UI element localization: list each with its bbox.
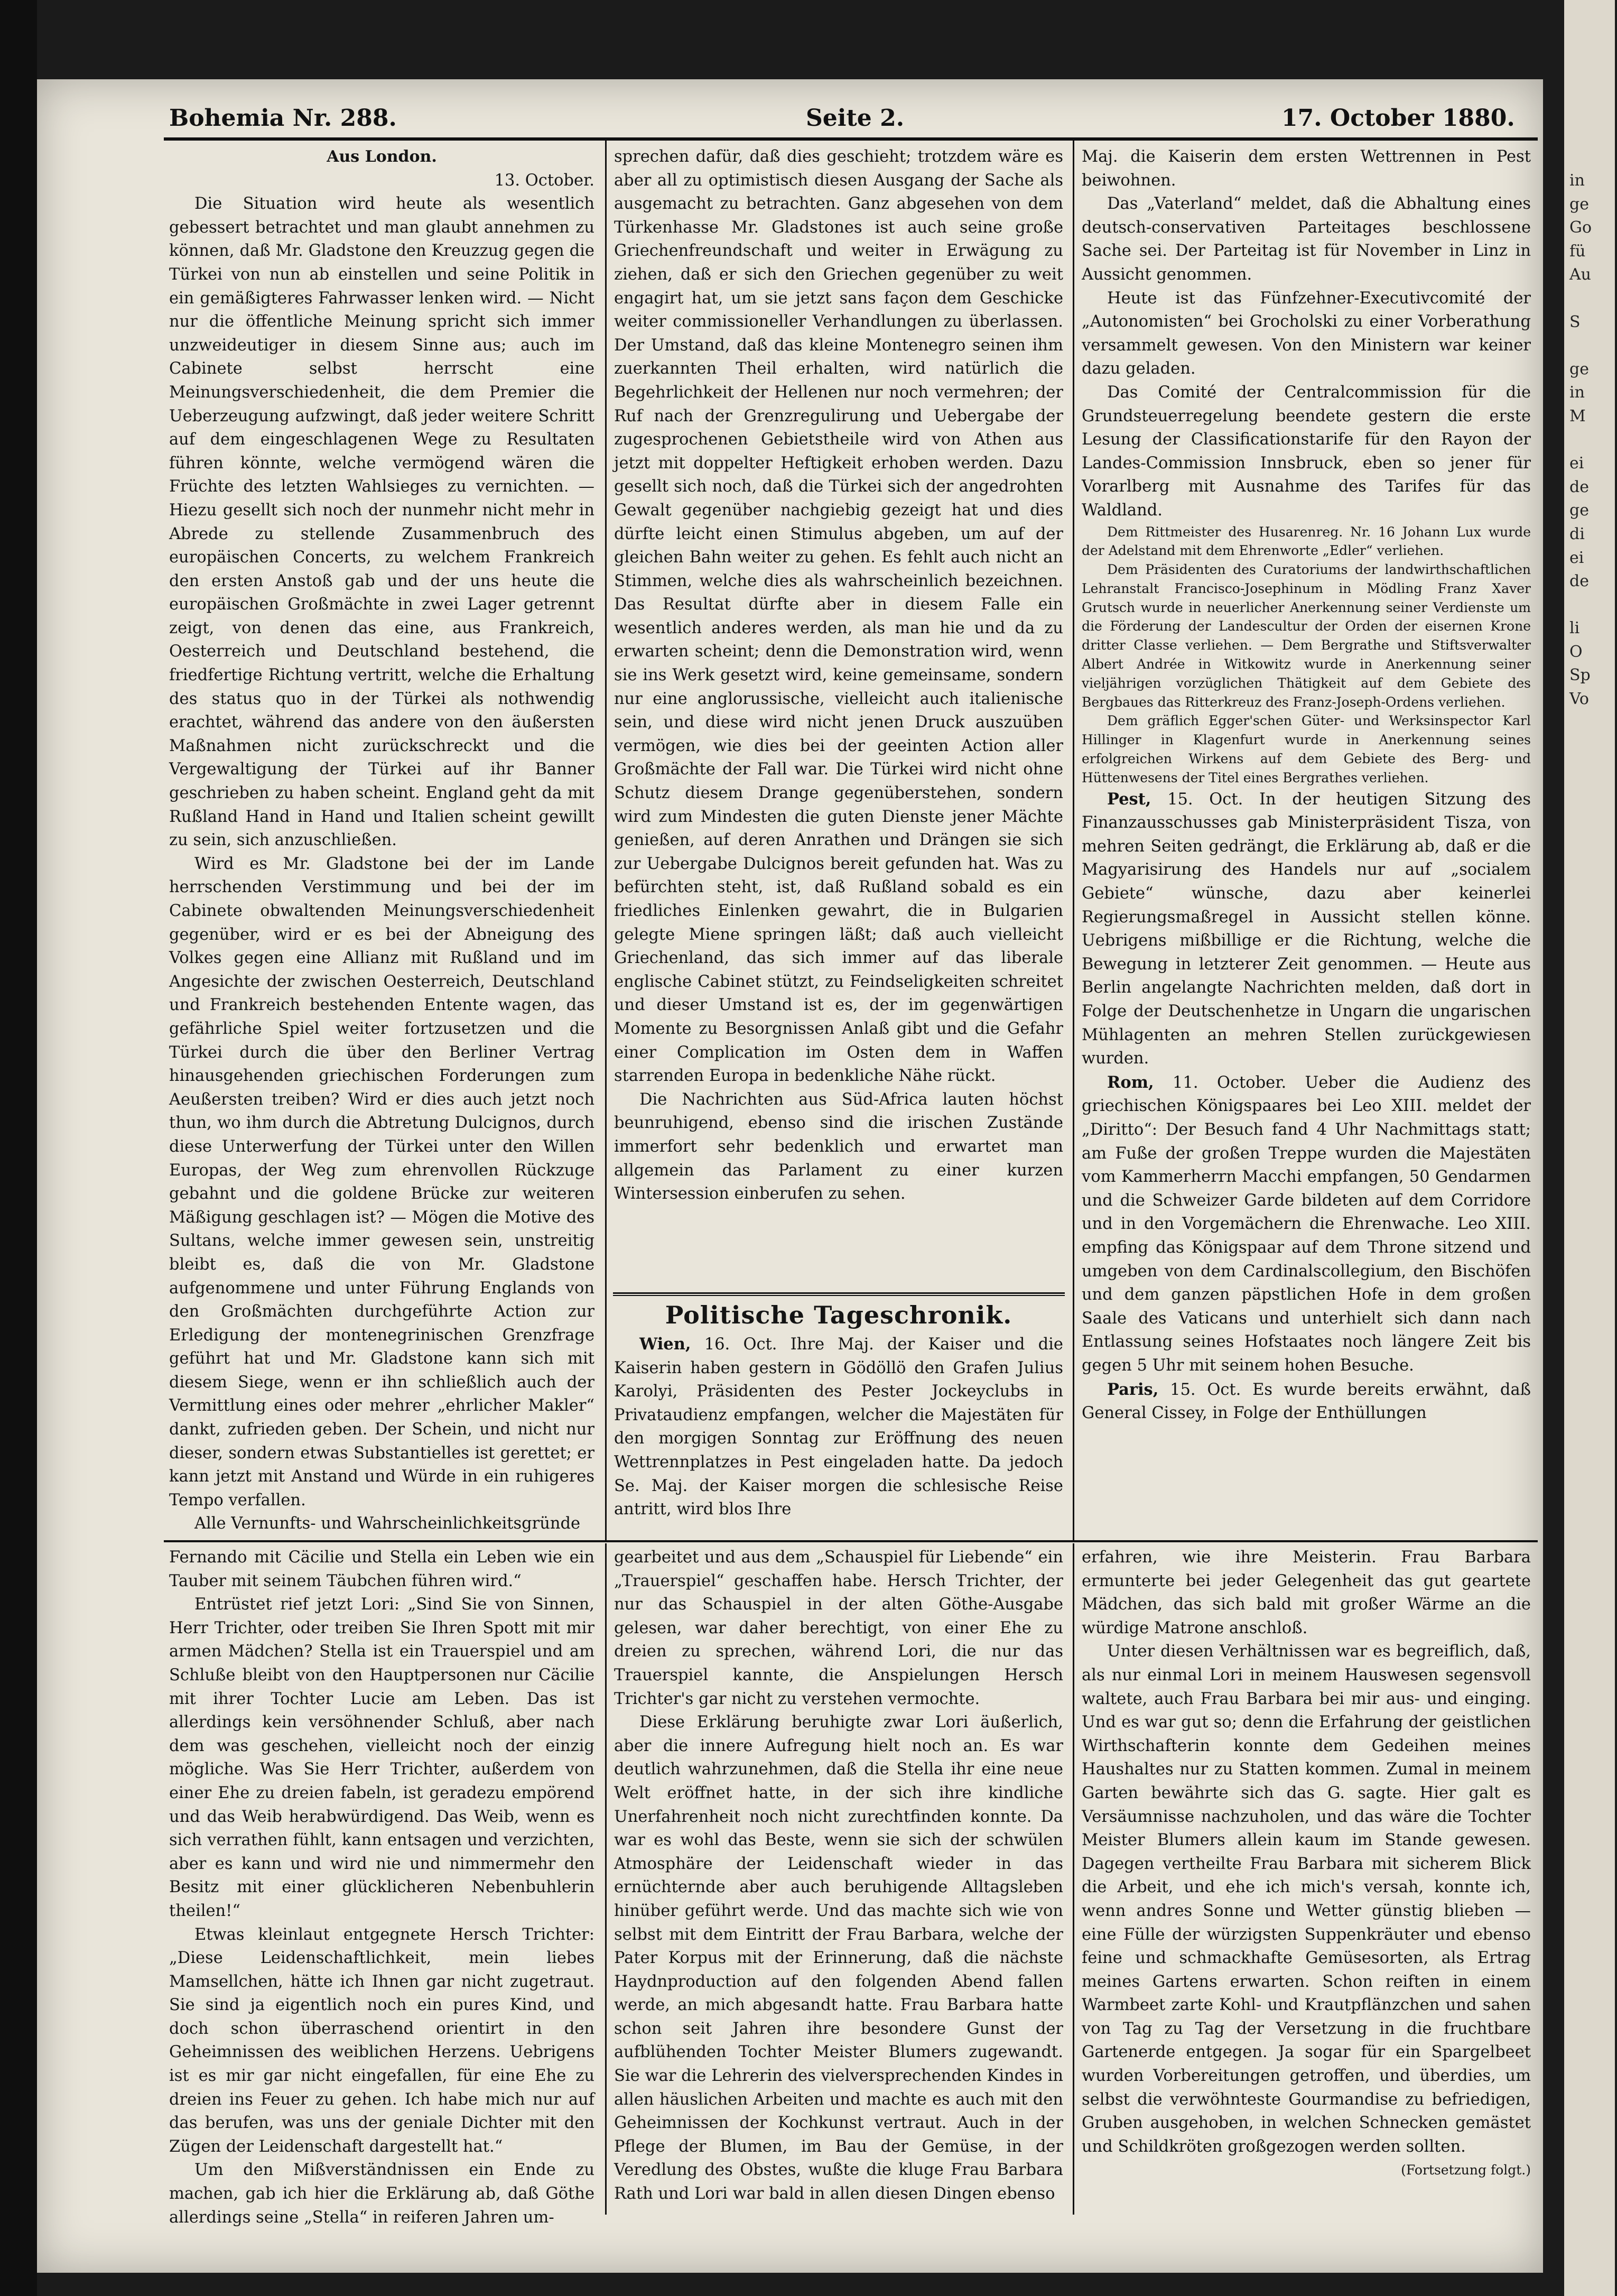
running-header [37,105,1543,147]
column-top-3 [1082,145,1531,1538]
chronik-place: Wien, [639,1335,691,1354]
news-item [1082,1071,1531,1378]
chronik-rule-top-2 [613,1295,1065,1296]
news-item [1082,1378,1531,1425]
news-paragraph: Maj. die Kaiserin dem ersten Wettrennen in Pest beiwohnen. [1082,147,1531,190]
news-place: Pest, [1107,789,1151,809]
article-heading-london: Aus London. [327,147,437,166]
header-rule [164,137,1538,141]
personal-notice: Dem Rittmeister des Husarenreg. Nr. 16 Johann Lux wurde der Adelstand mit dem Ehrenworte „Edler“ verliehen. [1082,524,1531,559]
news-text: 15. Oct. Es wurde bereits erwähnt, daß General Cissey, in Folge der Enthüllungen [1082,1380,1531,1423]
article-dateline: 13. October. [494,171,594,190]
column-rule-4 [1073,1543,1074,2215]
article-paragraph: Die Nachrichten aus Süd-Africa lauten höchst beunruhigend, ebenso sind die irischen Zustände immerfort sehr bedenklich und erwartet man allgemein das Parlament zu einer kurzen Wintersession einberufen zu sehen. [614,1090,1063,1203]
column-rule-2 [1073,141,1074,1541]
feuilleton-paragraph: Unter diesen Verhältnissen war es begreiflich, daß, als nur einmal Lori in meinem Hauswesen segensvoll waltete, auch Frau Barbara bei mir aus- und einging. Und es war gut so; denn die Erfahrung der geistlichen Wirthschafterin konnte dem Gedeihen meines Haushaltes nur zu Statten kommen. Zumal in meinem Garten bewährte sich das G. sagte. Hier galt es Versäumnisse nachzuholen, und das wäre die Tochter Meister Blumers allein kaum im Stande gewesen. Dagegen vertheilte Frau Barbara mit sicherem Blick die Arbeit, und ehe ich mich's versah, konnte ich, wenn andres Sonne und Wetter günstig blieben — eine Fülle der würzigsten Suppenkräuter und ebenso feine und schmackhafte Gemüsesorten, als Ertrag meines Gartens erwarten. Schon reiften in einem Warmbeet zarte Kohl- und Krautpflänzchen und sahen von Tag zu Tag der Versetzung in die fruchtbare Gartenerde entgegen. Ja sogar für ein Spargelbeet wurden Vorbereitungen getroffen, und überdies, um selbst die verwöhnteste Gourmandise zu befriedigen, Gruben ausgehoben, in welchen Schnecken gemästet und Schildkröten großgezogen werden sollten. [1082,1642,1531,2156]
chronik-rule-top [613,1292,1065,1294]
column-top-2 [614,145,1063,1292]
newspaper-page [37,79,1543,2273]
scan-edge-shadow [0,0,37,2296]
article-paragraph: Alle Vernunfts- und Wahrscheinlichkeitsgründe [194,1514,581,1533]
chronik-text: 16. Oct. Ihre Maj. der Kaiser und die Kaiserin haben gestern in Gödöllö den Grafen Julius Karolyi, Präsidenten des Pester Jockeyclubs in Privataudienz empfangen, welcher die Majestäten für den morgigen Sonntag zur Eröffnung des neuen Wettrennplatzes in Pest eingeladen hatte. Da jedoch Se. Maj. der Kaiser morgen die schlesische Reise antritt, wird blos Ihre [614,1335,1063,1519]
news-place: Paris, [1107,1380,1159,1399]
feuilleton-column-2 [614,1546,1063,2215]
feuilleton-paragraph: Um den Mißverständnissen ein Ende zu machen, gab ich hier die Erklärung ab, daß Göthe allerdings seine „Stella“ in reiferen Jahren um- [169,2161,594,2227]
column-rule-3 [605,1543,607,2215]
feuilleton-paragraph: Etwas kleinlaut entgegnete Hersch Trichter: „Diese Leidenschaftlichkeit, mein liebes Mamsellchen, hätte ich Ihnen gar nicht zugetraut. Sie sind ja eigentlich noch ein pures Kind, und doch schon überraschend orientirt in den Geheimnissen des weiblichen Herzens. Uebrigens ist es mir gar nicht eingefallen, für eine Ehe zu dreien ins Feuer zu gehen. Ich habe mich nur auf das berufen, was uns der geniale Dichter mit den Zügen der Leidenschaft dargestellt hat.“ [169,1925,594,2156]
column-rule-1 [605,141,607,1541]
chronik-block [614,1298,1063,1538]
news-text: 11. October. Ueber die Audienz des griechischen Königspaares bei Leo XIII. meldet der „Diritto“: Der Besuch fand 4 Uhr Nachmittags statt; am Fuße der großen Treppe wurden die Majestäten vom Kammerherrn Macchi empfangen, 50 Gendarmen und die Schweizer Garde bildeten auf dem Corridore und in den Vorgemächern die Ehrenwache. Leo XIII. empfing das Königspaar auf dem Throne sitzend und umgeben von dem Cardinalscollegium, den Bischöfen und dem ganzen päpstlichen Hofe in dem großen Saale des Vaticans und unterhielt sich dann nach Entlassung seines Hofstaates noch längere Zeit bis gegen 5 Uhr mit seinem hohen Besuche. [1082,1073,1531,1375]
adjacent-page-edge [1564,0,1615,2296]
header-date: 17. October 1880. [1281,105,1515,132]
article-paragraph: sprechen dafür, daß dies geschieht; trotzdem wäre es aber all zu optimistisch diesen Ausgang der Sache als ausgemacht zu betrachten. Ganz abgesehen von dem Türkenhasse Mr. Gladstones ist auch seine große Griechenfreundschaft und weiter in Erwägung zu ziehen, daß er sich den Griechen gegenüber zu weit engagirt hat, um sie jetzt sans façon dem Geschicke weiter commissioneller Verhandlungen zu überlassen. Der Umstand, daß das kleine Montenegro seinen ihm zuerkannten Theil erhalten, wird natürlich die Begehrlichkeit der Hellenen nur noch vermehren; der Ruf nach der Grenzregulirung und Uebergabe der zugesprochenen Gebietstheile wird von Athen aus jetzt mit doppelter Heftigkeit erhoben werden. Dazu gesellt sich noch, daß die Türkei sich der angedrohten Gewalt gegenüber nachgiebig gezeigt hat und dies dürfte leicht einen Stimulus abgeben, um auf der gleichen Bahn weiter zu gehen. Es fehlt auch nicht an Stimmen, welche dies als wahrscheinlich bezeichnen. Das Resultat dürfte aber in diesem Falle ein wesentlich anderes werden, als man hie und da zu erwarten scheint; denn die Demonstration wird, wenn sie ins Werk gesetzt wird, keine gemeinsame, sondern nur eine anglorussische, vielleicht auch italienische sein, und diese wird nicht jenen Druck auszuüben vermögen, wie dies bei der geeinten Action aller Großmächte der Fall war. Die Türkei wird nicht ohne Schutz diesem Drange gegenüberstehen, sondern wird zum Mindesten die guten Dienste jener Mächte genießen, auf deren Anrathen und Drängen sie sich zur Uebergabe Dulcignos bereit gefunden hat. Was zu befürchten steht, ist, daß Rußland sobald es ein friedliches Einlenken gewahrt, die in Bulgarien gelegte Miene springen läßt; daß auch vielleicht Griechenland, das sich immer auf das liberale englische Cabinet stützt, zu Feindseligkeiten schreitet und dieser Umstand ist es, der im gegenwärtigen Momente zu Besorgnissen Anlaß gibt und die Gefahr einer Complication im Osten dem in Waffen starrenden Europa in bedenkliche Nähe rückt. [614,147,1063,1086]
column-top-1 [169,145,594,1538]
continuation-note: (Fortsetzung folgt.) [1401,2162,1531,2178]
feuilleton-column-3 [1082,1546,1531,2215]
personal-notice: Dem Präsidenten des Curatoriums der landwirthschaftlichen Lehranstalt Francisco-Josephinum in Mödling Franz Xaver Grutsch wurde in neuerlicher Anerkennung seiner Verdienste um die Förderung der Landescultur der Orden der eisernen Krone dritter Classe verliehen. — Dem Bergrathe und Stiftsverwalter Albert Andrée in Witkowitz wurde in Anerkennung seiner vieljährigen vorzüglichen Thätigkeit auf dem Gebiete des Bergbaues das Ritterkreuz des Franz-Joseph-Ordens verliehen. [1082,562,1531,710]
feuilleton-column-1 [169,1546,594,2227]
feuilleton-rule [164,1540,1538,1542]
article-paragraph: Wird es Mr. Gladstone bei der im Lande herrschenden Verstimmung und bei der im Cabinete obwaltenden Meinungsverschiedenheit gegenüber, wird er es bei der Abneigung des Volkes gegen eine Allianz mit Rußland und im Angesichte der zwischen Oesterreich, Deutschland und Frankreich bestehenden Entente wagen, das gefährliche Spiel weiter fortzusetzen und die Türkei durch die über den Berliner Vertrag hinausgehenden griechischen Forderungen zum Aeußersten treiben? Wird er dies auch jetzt noch thun, wo ihm durch die Abtretung Dulcignos, durch diese Unterwerfung der Türkei unter den Willen Europas, der Weg zum ehrenvollen Rückzuge gebahnt und die goldene Brücke zur weiteren Mäßigung geschlagen ist? — Mögen die Motive des Sultans, welche immer gewesen sein, unstreitig bleibt es, daß die von Mr. Gladstone aufgenommene und unter Führung Englands von den Großmächten durchgeführte Action zur Erledigung der montenegrinischen Grenzfrage geführt hat und Mr. Gladstone kann sich mit diesem Siege, wenn er ihn schließlich auch der Vermittlung eines oder mehrer „ehrlicher Makler“ dankt, zufrieden geben. Der Schein, und nicht nur dieser, sondern etwas Substantielles ist gerettet; er kann jetzt mit Anstand und Würde in ein ruhigeres Tempo verfallen. [169,854,594,1510]
feuilleton-paragraph: Fernando mit Cäcilie und Stella ein Leben wie ein Tauber mit seinem Täubchen führen wird.“ [169,1548,594,1590]
feuilleton-paragraph: Diese Erklärung beruhigte zwar Lori äußerlich, aber die innere Aufregung hielt noch an. Es war deutlich wahrzunehmen, daß die Stella ihr eine neue Welt eröffnet hatte, in der sich ihre kindliche Unerfahrenheit noch nicht zurechtfinden konnte. Da war es wohl das Beste, wenn sie sich der schwülen Atmosphäre der Leidenschaft wieder in das ernüchternde aber auch beruhigende Alltagsleben hinüber geführt werde. Und das machte sich wie von selbst mit dem Eintritt der Frau Barbara, welche der Pater Korpus mit der Erinnerung, daß die nächste Haydnproduction auf den folgenden Abend fallen werde, an mich abgesandt hatte. Frau Barbara hatte schon seit Jahren ihre besondere Gunst der aufblühenden Tochter Meister Blumers zugewandt. Sie war die Lehrerin des vielversprechenden Kindes in allen häuslichen Arbeiten und machte es auch mit den Geheimnissen der Kochkunst vertraut. Auch in der Pflege der Blumen, im Bau der Gemüse, in der Veredlung des Obstes, wußte die kluge Frau Barbara Rath und Lori war bald in allen diesen Dingen ebenso [614,1713,1063,2204]
article-paragraph: Die Situation wird heute als wesentlich gebessert betrachtet und man glaubt annehmen zu können, daß Mr. Gladstone den Kreuzzug gegen die Türkei von nun ab einstellen und seine Politik in ein gemäßigteres Fahrwasser lenken wird. — Nicht nur die öffentliche Meinung spricht sich immer unzweideutiger in diesem Sinne aus; auch im Cabinete selbst herrscht eine Meinungsverschiedenheit, die dem Premier die Ueberzeugung aufzwingt, daß jeder weitere Schritt auf dem eingeschlagenen Wege zu Resultaten führen könnte, welche vermögend wären die Früchte des letzten Wahlsieges zu vernichten. — Hiezu gesellt sich noch der nunmehr nicht mehr in Abrede zu stellende Zusammenbruch des europäischen Concerts, zu welchem Frankreich den ersten Anstoß gab und der uns heute die europäischen Großmächte in zwei Lager getrennt zeigt, von denen das eine, aus Frankreich, Oesterreich und Deutschland bestehend, die friedfertige Richtung vertritt, welche die Erhaltung des status quo in der Türkei als nothwendig erachtet, während das andere von den äußersten Maßnahmen nicht zurückschreckt und die Vergewaltigung der Türkei auf ihr Banner geschrieben zu haben scheint. England geht da mit Rußland Hand in Hand und Italien scheint gewillt zu sein, sich anzuschließen. [169,195,594,850]
header-issue: Bohemia Nr. 288. [169,105,397,132]
news-paragraph: Das „Vaterland“ meldet, daß die Abhaltung eines deutsch-conservativen Parteitages beschlossene Sache sei. Der Parteitag ist für November in Linz in Aussicht genommen. [1082,195,1531,284]
chronik-paragraph [614,1332,1063,1522]
adjacent-page-text: in ge Go fü Au S ge in M ei de ge di ei de li O Sp Vo [1569,171,1592,709]
personal-notice: Dem gräflich Egger'schen Güter- und Werksinspector Karl Hillinger in Klagenfurt wurde in Anerkennung seines erfolgreichen Wirkens auf dem Gebiete des Berg- und Hüttenwesens der Titel eines Bergrathes verliehen. [1082,713,1531,785]
news-text: 15. Oct. In der heutigen Sitzung des Finanzausschusses gab Ministerpräsident Tisza, von mehren Seiten gedrängt, die Erklärung ab, daß er die Magyarisirung des Handels nur auf „socialem Gebiete“ wünsche, dazu aber keinerlei Regierungsmaßregel in Aussicht stellen könne. Uebrigens mißbillige er die Richtung, welche die Bewegung in letzterer Zeit genommen. — Heute aus Berlin angelangte Nachrichten melden, daß dort in Folge der Deutschenhetze in Ungarn die ungarischen Mühlagenten an mehren Stellen zurückgewiesen wurden. [1082,790,1531,1068]
feuilleton-paragraph: erfahren, wie ihre Meisterin. Frau Barbara ermunterte bei jeder Gelegenheit das gut geartete Mädchen, das sich bald mit großer Wärme an die würdige Matrone anschloß. [1082,1548,1531,1637]
news-place: Rom, [1107,1072,1154,1092]
news-item [1082,788,1531,1071]
feuilleton-paragraph: Entrüstet rief jetzt Lori: „Sind Sie von Sinnen, Herr Trichter, oder treiben Sie Ihren Spott mit mir armen Mädchen? Stella ist ein Trauerspiel und am Schluße bleibt von den Hauptpersonen nur Cäcilie mit ihrer Tochter Lucie am Leben. Das ist allerdings kein versöhnender Schluß, aber nach dem was geschehen, vielleicht noch der einzig mögliche. Was Sie Herr Trichter, außerdem von einer Ehe zu dreien fabeln, ist geradezu empörend und das Weib herabwürdigend. Das Weib, wenn es sich verrathen fühlt, kann entsagen und verzichten, aber es kann und wird nie und nimmermehr den Besitz mit einer glücklicheren Nebenbuhlerin theilen!“ [169,1595,594,1920]
feuilleton-paragraph: gearbeitet und aus dem „Schauspiel für Liebende“ ein „Trauerspiel“ geschaffen habe. Hersch Trichter, der nur das Schauspiel in der alten Göthe-Ausgabe gelesen, war daher berechtigt, von einer Ehe zu dreien zu sprechen, während Lori, die nur das Trauerspiel kannte, die Anspielungen Hersch Trichter's gar nicht zu verstehen vermochte. [614,1548,1063,1708]
chronik-heading: Politische Tageschronik. [665,1301,1012,1329]
news-paragraph: Das Comité der Centralcommission für die Grundsteuerregelung beendete gestern die erste Lesung der Classificationstarife für den Rayon der Landes-Commission Innsbruck, eben so jener für Vorarlberg mit Ausnahme des Tarifes für das Waldland. [1082,383,1531,520]
header-page-number: Seite 2. [806,105,905,132]
news-paragraph: Heute ist das Fünfzehner-Executivcomité der „Autonomisten“ bei Grocholski zu einer Vorberathung versammelt gewesen. Von den Ministern war keiner dazu geladen. [1082,289,1531,378]
